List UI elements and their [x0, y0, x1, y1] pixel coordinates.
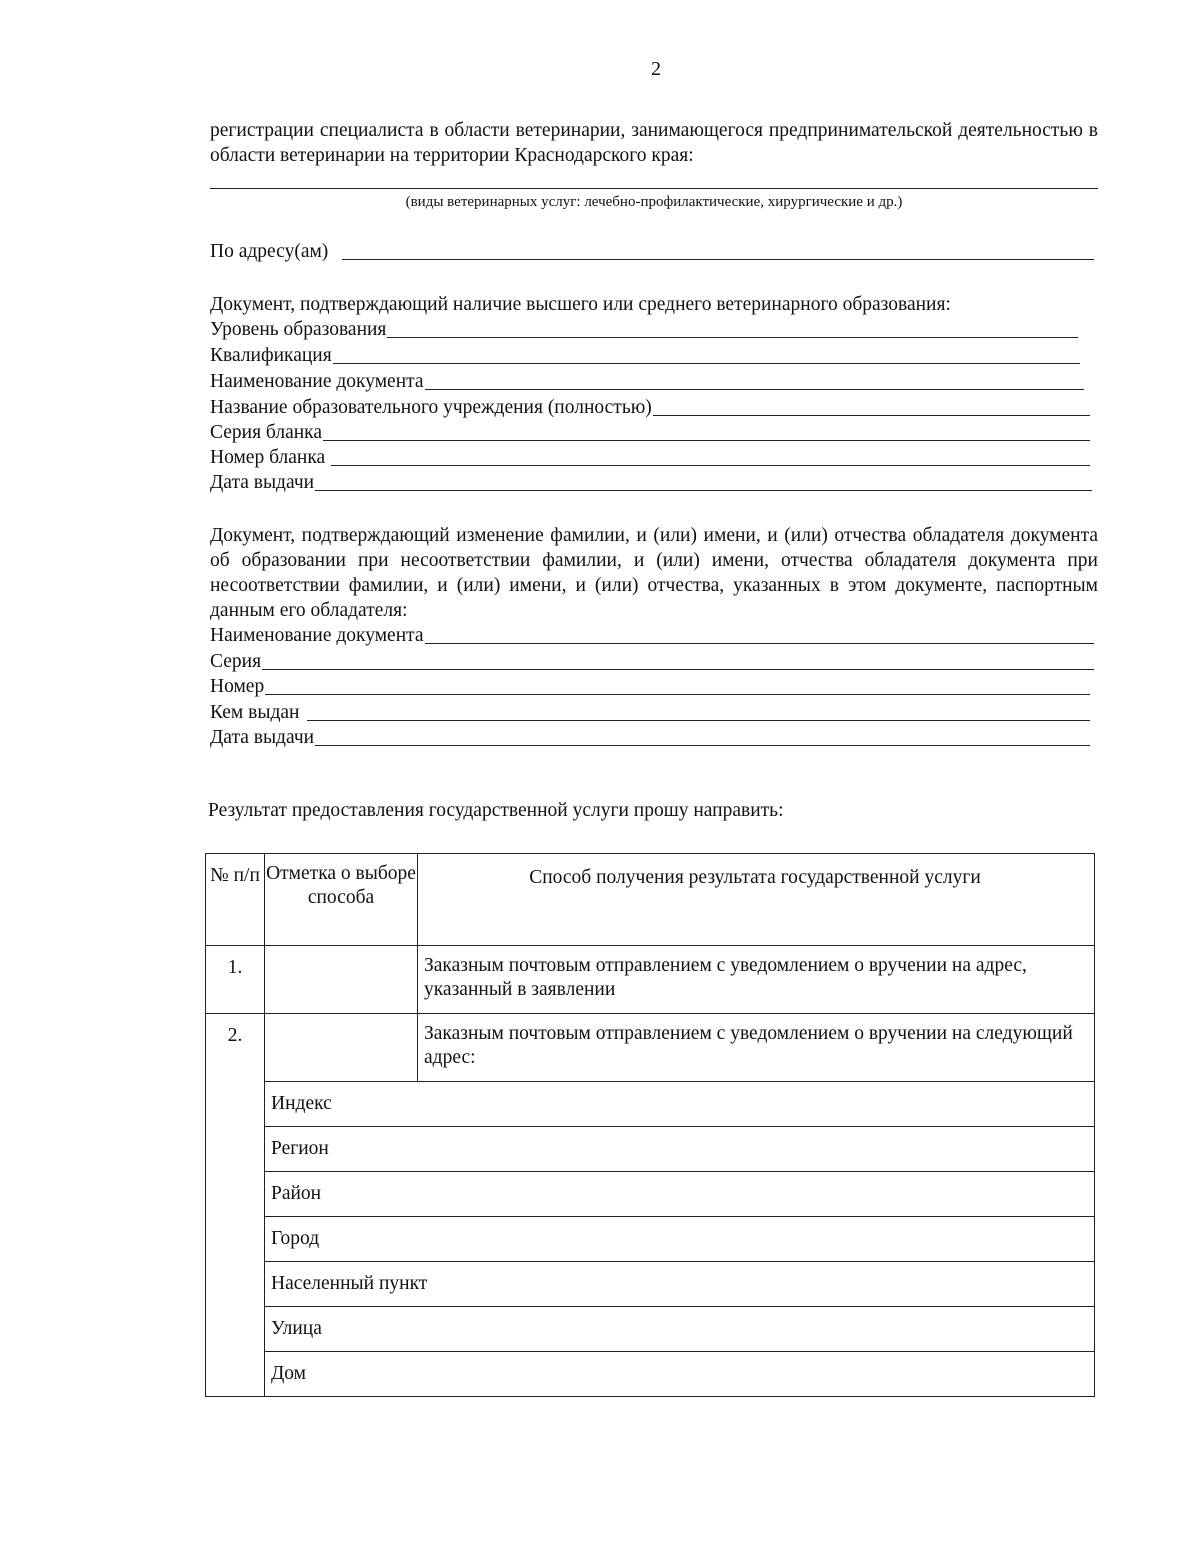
nc-issue-date-field[interactable]: [210, 724, 1090, 749]
delivery-method-table: [205, 853, 1095, 1397]
fill-line[interactable]: [333, 363, 1080, 364]
table-header-row: [206, 854, 1095, 946]
header-method: Способ получения результата государственной услуги: [418, 854, 1095, 946]
page-number: 2: [651, 58, 661, 80]
table-row: [206, 1014, 1095, 1082]
education-heading: Документ, подтверждающий наличие высшего или среднего ветеринарного образования:: [210, 294, 951, 315]
nc-series-field[interactable]: [210, 648, 1094, 673]
locality-field[interactable]: Населенный пункт: [265, 1262, 1095, 1307]
institution-field[interactable]: [210, 394, 1090, 419]
district-field[interactable]: Район: [265, 1172, 1095, 1217]
result-title: Результат предоставления государственной услуги прошу направить:: [208, 800, 784, 821]
method-description: Заказным почтовым отправлением с уведомлением о вручении на следующий адрес:: [418, 1014, 1095, 1082]
street-field[interactable]: Улица: [265, 1307, 1095, 1352]
address-row-street: [206, 1307, 1095, 1352]
choice-mark-cell[interactable]: [265, 1014, 418, 1082]
nc-document-name-field[interactable]: [210, 622, 1094, 647]
education-level-label: Уровень образования: [210, 319, 387, 340]
region-field[interactable]: Регион: [265, 1127, 1095, 1172]
fill-line[interactable]: [331, 465, 1090, 466]
form-series-label: Серия бланка: [210, 422, 323, 443]
address-fill-line[interactable]: [342, 259, 1094, 260]
fill-line[interactable]: [315, 490, 1092, 491]
row-number-text: 2.: [227, 1025, 243, 1046]
services-caption: (виды ветеринарных услуг: лечебно-профилактические, хирургические и др.): [405, 194, 903, 210]
header-mark: Отметка о выборе способа: [265, 854, 418, 946]
services-fill-line[interactable]: [210, 188, 1098, 189]
nc-issue-date-label: Дата выдачи: [210, 727, 315, 748]
nc-document-name-label: Наименование документа: [210, 625, 424, 646]
institution-label: Название образовательного учреждения (полностью): [210, 397, 652, 418]
fill-line[interactable]: [265, 694, 1090, 695]
nc-series-label: Серия: [210, 651, 262, 672]
fill-line[interactable]: [262, 669, 1094, 670]
education-level-field[interactable]: [210, 316, 1078, 341]
method-description: Заказным почтовым отправлением с уведомлением о вручении на адрес, указанный в заявлении: [418, 946, 1095, 1014]
form-series-field[interactable]: [210, 419, 1090, 444]
address-row-locality: [206, 1262, 1095, 1307]
name-change-heading: Документ, подтверждающий изменение фамилии, и (или) имени, и (или) отчества обладателя документа об образовании при несоответствии фамилии, и (или) имени, отчества обладателя документа при несоответствии фамилии, и (или) имени, и (или) отчества, указанных в этом документе, паспортным данным его обладателя:: [210, 525, 1098, 621]
address-row-house: [206, 1352, 1095, 1397]
document-name-field[interactable]: [210, 368, 1084, 393]
address-row-index: [206, 1082, 1095, 1127]
fill-line[interactable]: [315, 745, 1090, 746]
fill-line[interactable]: [425, 389, 1084, 390]
city-field[interactable]: Город: [265, 1217, 1095, 1262]
issue-date-label: Дата выдачи: [210, 472, 315, 493]
address-row-city: [206, 1217, 1095, 1262]
nc-issued-by-field[interactable]: [210, 699, 1090, 724]
fill-line[interactable]: [323, 440, 1090, 441]
table-row: [206, 946, 1095, 1014]
form-number-label: Номер бланка: [210, 447, 326, 468]
nc-number-label: Номер: [210, 676, 265, 697]
nc-issued-by-label: Кем выдан: [210, 702, 300, 723]
form-number-field[interactable]: [210, 444, 1090, 469]
fill-line[interactable]: [425, 643, 1094, 644]
header-num: № п/п: [206, 854, 265, 946]
fill-line[interactable]: [653, 415, 1090, 416]
row-number: [206, 1014, 265, 1397]
fill-line[interactable]: [307, 720, 1090, 721]
qualification-field[interactable]: [210, 342, 1080, 367]
address-row-region: [206, 1127, 1095, 1172]
choice-mark-cell[interactable]: [265, 946, 418, 1014]
nc-number-field[interactable]: [210, 673, 1090, 698]
row-number: 1.: [206, 946, 265, 1014]
intro-text: регистрации специалиста в области ветеринарии, занимающегося предпринимательской деятельностью в области ветеринарии на территории Краснодарского края:: [210, 120, 1098, 166]
qualification-label: Квалификация: [210, 345, 332, 366]
index-field[interactable]: Индекс: [265, 1082, 1095, 1127]
house-field[interactable]: Дом: [265, 1352, 1095, 1397]
fill-line[interactable]: [387, 337, 1078, 338]
address-field[interactable]: [210, 238, 1094, 263]
address-label: По адресу(ам): [210, 241, 329, 262]
address-row-district: [206, 1172, 1095, 1217]
document-name-label: Наименование документа: [210, 371, 424, 392]
issue-date-field[interactable]: [210, 469, 1092, 494]
